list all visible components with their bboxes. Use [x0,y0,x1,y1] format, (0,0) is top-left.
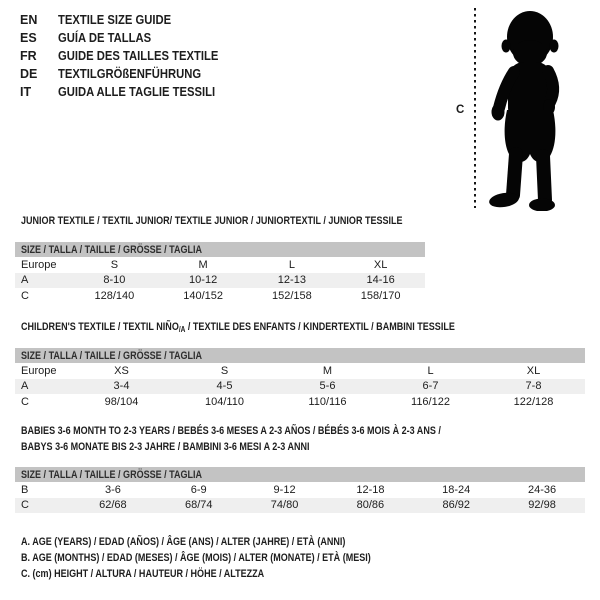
children-size-table [15,348,585,410]
age-cell: 5-6 [319,380,336,393]
title-text: CHILDREN'S TEXTILE / TEXTIL NIÑO [21,321,179,333]
table-row [15,482,585,498]
lang-title: GUIDA ALLE TAGLIE TESSILI [58,85,216,99]
height-dashed-line [474,8,476,208]
lang-row-it [20,83,236,101]
age-cell: 3-6 [104,483,121,496]
age-cell: 12-18 [356,483,385,496]
height-cell: 62/68 [99,499,127,512]
age-cell: 12-13 [277,274,306,287]
row-label: Europe [21,364,57,377]
height-cell: 80/86 [356,499,385,512]
footnote-b: B. AGE (MONTHS) / EDAD (MESES) / ÂGE (MOIS) / ALTER (MONATE) / ETÀ (MESI) [21,552,371,564]
row-label: B [21,483,29,496]
junior-table-title: JUNIOR TEXTILE / TEXTIL JUNIOR/ TEXTILE JUNIOR / JUNIORTEXTIL / JUNIOR TESSILE [21,215,403,227]
height-cell: 152/158 [271,289,312,302]
height-cell: 122/128 [513,395,554,408]
size-cell: XS [114,364,129,377]
lang-title: TEXTILE SIZE GUIDE [58,13,172,27]
height-cell: 98/104 [104,395,139,408]
babies-table-title [21,425,441,457]
height-cell: 128/140 [94,289,135,302]
lang-code: IT [20,85,32,99]
footnote-c: C. (cm) HEIGHT / ALTURA / HAUTEUR / HÖHE / ALTEZZA [21,568,265,580]
row-label: C [21,395,29,408]
age-cell: 3-4 [113,380,130,393]
age-cell: 8-10 [103,274,126,287]
babies-size-table [15,467,585,513]
size-cell: M [198,258,208,271]
title-line: BABYS 3-6 MONATE BIS 2-3 JAHRE / BAMBINI 3-6 MESI A 2-3 ANNI [21,441,310,453]
size-header-bar [15,467,585,482]
lang-title: GUÍA DE TALLAS [58,31,152,45]
children-table-title [21,321,455,336]
size-header-label: SIZE / TALLA / TAILLE / GRÖSSE / TAGLIA [21,243,203,256]
age-cell: 4-5 [216,380,233,393]
height-measure-label: C [456,104,465,116]
lang-row-de [20,65,236,83]
table-row [15,394,585,410]
size-cell: XL [373,258,388,271]
size-cell: S [110,258,119,271]
legend-footnotes [21,536,448,584]
row-label: A [21,274,29,287]
age-cell: 9-12 [273,483,296,496]
row-label: Europe [21,258,57,271]
table-row [15,257,425,273]
age-cell: 7-8 [525,380,542,393]
size-cell: L [288,258,295,271]
lang-row-fr [20,47,236,65]
row-label: A [21,380,29,393]
height-cell: 74/80 [270,499,299,512]
title-text: / TEXTILE DES ENFANTS / KINDERTEXTIL / BAMBINI TESSILE [185,321,455,333]
size-header-label: SIZE / TALLA / TAILLE / GRÖSSE / TAGLIA [21,349,203,362]
age-cell: 6-7 [422,380,439,393]
size-cell: S [220,364,229,377]
age-cell: 24-36 [527,483,557,496]
row-label: C [21,499,29,512]
lang-code: DE [20,67,38,81]
lang-row-en [20,11,236,29]
table-row [15,273,425,289]
size-header-label: SIZE / TALLA / TAILLE / GRÖSSE / TAGLIA [21,468,203,481]
height-cell: 140/152 [183,289,223,302]
age-cell: 14-16 [366,274,395,287]
size-header-bar [15,242,425,257]
language-title-list [20,11,236,101]
table-row [15,363,585,379]
size-header-bar [15,348,585,363]
height-cell: 86/92 [442,499,470,512]
junior-size-table [15,242,425,304]
row-label: C [21,289,29,302]
size-cell: XL [526,364,541,377]
size-cell: M [322,364,333,377]
size-cell: L [427,364,434,377]
table-row [15,379,585,395]
lang-row-es [20,29,236,47]
title-subscript: /A [178,325,186,334]
height-cell: 68/74 [184,499,213,512]
height-cell: 116/122 [411,395,450,408]
lang-title: TEXTILGRÖßENFÜHRUNG [58,67,202,81]
height-cell: 92/98 [528,499,556,512]
footnote-a: A. AGE (YEARS) / EDAD (AÑOS) / ÂGE (ANS) / ALTER (JAHRE) / ETÀ (ANNI) [21,536,346,548]
table-row [15,288,425,304]
height-cell: 158/170 [360,289,401,302]
toddler-silhouette-icon [479,6,579,211]
lang-code: ES [20,31,37,45]
age-cell: 18-24 [442,483,471,496]
lang-code: FR [20,49,37,63]
lang-title: GUIDE DES TAILLES TEXTILE [58,49,219,63]
age-cell: 6-9 [190,483,207,496]
table-row [15,498,585,514]
height-cell: 104/110 [205,395,244,408]
age-cell: 10-12 [189,274,218,287]
height-cell: 110/116 [308,395,347,408]
lang-code: EN [20,13,38,27]
title-line: BABIES 3-6 MONTH TO 2-3 YEARS / BEBÉS 3-6 MESES A 2-3 AÑOS / BÉBÉS 3-6 MOIS À 2-3 ANS / [21,425,441,437]
